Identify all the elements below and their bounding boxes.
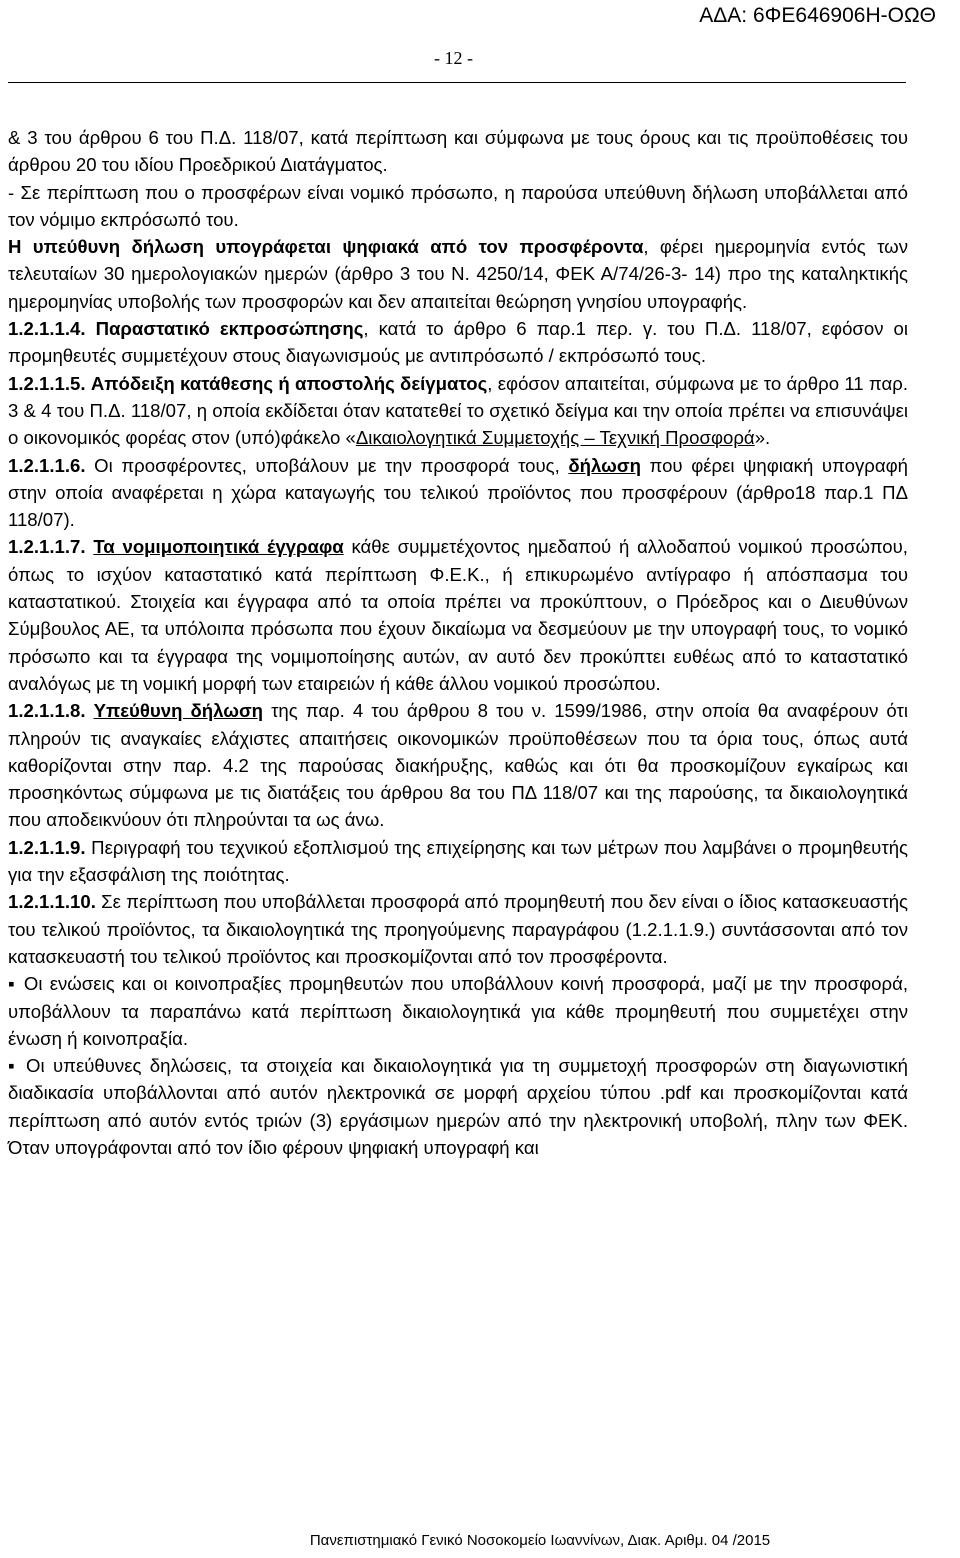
s8-title: Υπεύθυνη δήλωση [93, 700, 264, 722]
bullet-2-text: Οι υπεύθυνες δηλώσεις, τα στοιχεία και δικαιολογητικά για τη συμμετοχή προσφορών στη διαγωνιστική διαδικασία υποβάλλονται από αυτόν ηλεκτρονικά σε μορφή αρχείου τύπου .pdf και προσκομίζονται κατά περίπτωση από αυτόν εντός τριών (3) εργάσιμων ημερών από την ηλεκτρονική υποβολή, πλην των ΦΕΚ. Όταν υπογράφονται από τον ίδιο φέρουν ψηφιακή υπογραφή και [8, 1055, 908, 1158]
s6-bold: δήλωση [568, 454, 641, 476]
section-1-2-1-1-8 [8, 697, 908, 833]
s6-number: 1.2.1.1.6. [8, 454, 86, 476]
s10-number: 1.2.1.1.10. [8, 891, 96, 913]
page-footer: Πανεπιστημιακό Γενικό Νοσοκομείο Ιωαννίνων, Διακ. Αριθμ. 04 /2015 [309, 1532, 771, 1549]
paragraph-2 [8, 179, 908, 234]
section-1-2-1-1-10 [8, 888, 908, 970]
document-body [8, 124, 908, 1161]
paragraph-3 [8, 233, 908, 315]
ada-code: ΑΔΑ: 6ΦΕ646906Η-ΟΩΘ [699, 4, 936, 27]
s5-number: 1.2.1.1.5. [8, 372, 86, 394]
page-number: - 12 - [434, 48, 473, 68]
s4-title: Παραστατικό εκπροσώπησης [95, 318, 364, 340]
p1-text: & 3 του άρθρου 6 του Π.Δ. 118/07, κατά περίπτωση και σύμφωνα με τους όρους και τις προϋποθέσεις του άρθρου 20 του ιδίου Προεδρικού Διατάγματος. [8, 127, 908, 176]
bullet-icon: ▪ [8, 1055, 18, 1077]
s5-title: Απόδειξη κατάθεσης ή αποστολής δείγματος [90, 372, 488, 394]
s9-number: 1.2.1.1.9. [8, 836, 86, 858]
s5-underlined: Δικαιολογητικά Συμμετοχής – Τεχνική Προσφορά [355, 427, 755, 449]
s6-text-b: που φέρει ψηφιακή υπογραφή στην οποία αναφέρεται η χώρα καταγωγής του τελικού προϊόντος που προσφέρουν (άρθρο18 παρ.1 ΠΔ 118/07). [8, 454, 908, 531]
s7-title: Τα νομιμοποιητικά έγγραφα [93, 536, 344, 558]
s9-text: Περιγραφή του τεχνικού εξοπλισμού της επιχείρησης και των μέτρων που λαμβάνει ο προμηθευτής για την εξασφάλιση της ποιότητας. [8, 836, 908, 886]
s7-text: κάθε συμμετέχοντος ημεδαπού ή αλλοδαπού νομικού προσώπου, όπως το ισχύον καταστατικό κατά περίπτωση Φ.Ε.Κ., ή επικυρωμένο αντίγραφο ή απόσπασμα του καταστατικού. Στοιχεία και έγγραφα από τα οποία πρέπει να προκύπτουν, ο Πρόεδρος και ο Διευθύνων Σύμβουλος ΑΕ, τα υπόλοιπα πρόσωπα που έχουν δικαίωμα να δεσμεύουν με την υπογραφή τους, το νομικό πρόσωπο και τα έγγραφα της νομιμοποίησης αυτών, αν αυτό δεν προκύπτει ευθέως από το καταστατικό αναλόγως με τη νομική μορφή των εταιρειών ή κάθε άλλου νομικού προσώπου. [8, 536, 908, 694]
s4-number: 1.2.1.1.4. [8, 318, 86, 340]
p3-bold: Η υπεύθυνη δήλωση υπογράφεται ψηφιακά από τον προσφέροντα [8, 236, 644, 258]
section-1-2-1-1-6 [8, 452, 908, 534]
s5-text: , εφόσον απαιτείται, σύμφωνα με το άρθρο 11 παρ. 3 & 4 του Π.Δ. 118/07, η οποία εκδίδεται όταν κατατεθεί το σχετικό δείγμα και την οποία πρέπει να επισυνάψει ο οικονομικός φορέας στον (υπό)φάκελο « [8, 372, 908, 449]
bullet-1-text: Οι ενώσεις και οι κοινοπραξίες προμηθευτών που υποβάλλουν κοινή προσφορά, μαζί με την προσφορά, υποβάλλουν τα παραπάνω κατά περίπτωση δικαιολογητικά για κάθε προμηθευτή που συμμετέχει στην ένωση ή κοινοπραξία. [8, 973, 908, 1049]
bullet-2 [8, 1052, 908, 1161]
s6-text-a: Οι προσφέροντες, υποβάλουν με την προσφορά τους, [85, 454, 569, 476]
s10-text: Σε περίπτωση που υποβάλλεται προσφορά από προμηθευτή που δεν είναι ο ίδιος κατασκευαστής του τελικού προϊόντος, τα δικαιολογητικά της προηγούμενης παραγράφου (1.2.1.1.9.) συντάσσονται από τον κατασκευαστή του τελικού προϊόντος και προσκομίζονται από τον προσφέροντα. [8, 891, 908, 967]
paragraph-1 [8, 124, 908, 179]
section-1-2-1-1-7 [8, 533, 908, 697]
section-1-2-1-1-5 [8, 370, 908, 452]
s7-number: 1.2.1.1.7. [8, 536, 86, 558]
p3-text: , φέρει ημερομηνία εντός των τελευταίων 30 ημερολογιακών ημερών (άρθρο 3 του Ν. 4250/14, ΦΕΚ Α/74/26-3- 14) προ της καταληκτικής ημερομηνίας υποβολής των προσφορών και δεν απαιτείται θεώρηση γνησίου υπογραφής. [8, 236, 908, 312]
s8-number: 1.2.1.1.8. [8, 700, 86, 722]
s5-end: ». [754, 427, 771, 449]
bullet-1 [8, 970, 908, 1052]
bullet-icon: ▪ [8, 973, 17, 995]
p2-text: - Σε περίπτωση που ο προσφέρων είναι νομικό πρόσωπο, η παρούσα υπεύθυνη δήλωση υποβάλλεται από τον νόμιμο εκπρόσωπό του. [8, 181, 908, 230]
s4-text: , κατά το άρθρο 6 παρ.1 περ. γ. του Π.Δ. 118/07, εφόσον οι προμηθευτές συμμετέχουν στους διαγωνισμούς με αντιπρόσωπό / εκπρόσωπό τους. [8, 318, 909, 367]
section-1-2-1-1-9 [8, 834, 908, 889]
s8-text: της παρ. 4 του άρθρου 8 του ν. 1599/1986, στην οποία θα αναφέρουν ότι πληρούν τις αναγκαίες ελάχιστες απαιτήσεις οικονομικών προϋποθέσεων που τα όρια τους, όπως αυτά καθορίζονται στην παρ. 4.2 της παρούσας διακήρυξης, καθώς και ότι θα προσκομίζουν εγκαίρως και προσηκόντως σύμφωνα με τις διατάξεις του άρθρου 8α του ΠΔ 118/07 και της παρούσης, τα δικαιολογητικά που αποδεικνύουν ότι πληρούνται τα ως άνω. [8, 700, 908, 831]
header-rule [8, 82, 906, 83]
section-1-2-1-1-4 [8, 315, 908, 370]
